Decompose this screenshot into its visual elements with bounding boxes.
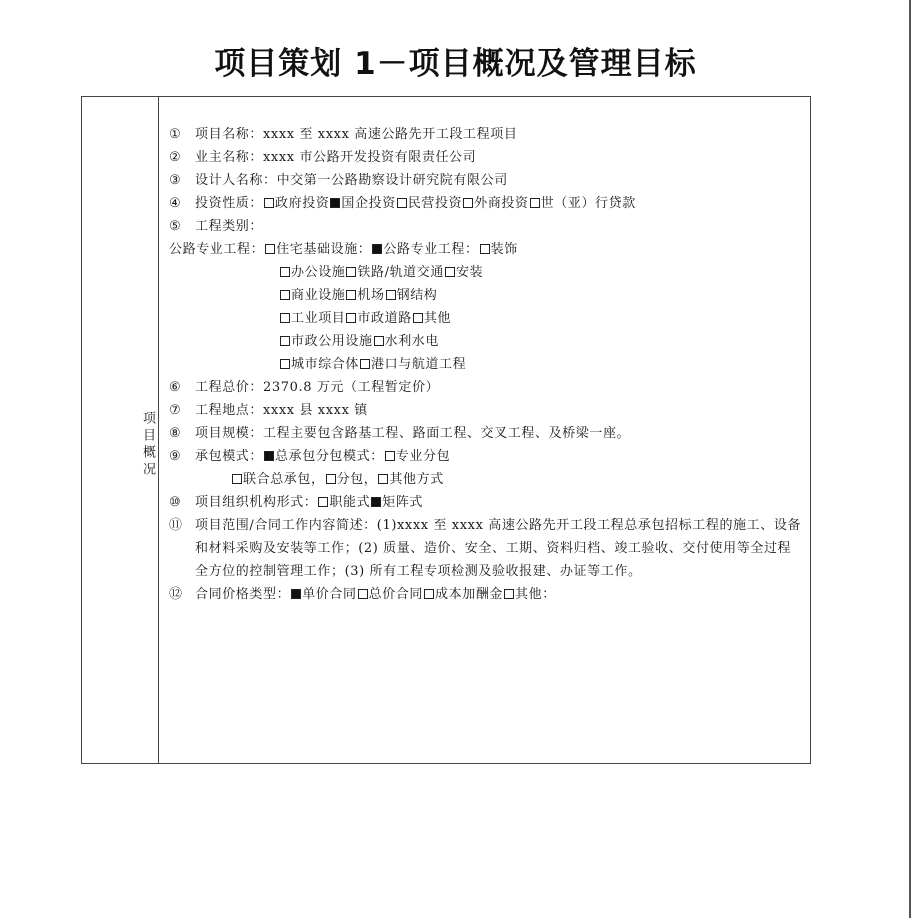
checkbox-unchecked[interactable] (318, 497, 328, 507)
checkbox-unchecked[interactable] (385, 451, 395, 461)
checkbox-checked[interactable] (291, 589, 301, 599)
option-label: 机场 (357, 288, 385, 303)
checkbox-unchecked[interactable] (480, 244, 490, 254)
item-number: ③ (169, 173, 182, 188)
option-label: 世（亚）行贷款 (540, 196, 636, 211)
option-label: 外商投资 (474, 196, 529, 211)
option-label: 分包， (336, 472, 378, 487)
option-label: 国企投资 (341, 196, 396, 211)
checkbox-unchecked[interactable] (346, 267, 356, 277)
checkbox-unchecked[interactable] (463, 198, 473, 208)
item-project-scale (169, 422, 804, 445)
option-label: 市政公用设施 (291, 334, 373, 349)
section-label: 项目概况 (140, 411, 155, 479)
option-label: 商业设施 (291, 288, 346, 303)
checkbox-unchecked[interactable] (326, 474, 336, 484)
item-text: 业主名称：xxxx 市公路开发投资有限责任公司 (195, 150, 477, 165)
checkbox-unchecked[interactable] (530, 198, 540, 208)
checkbox-unchecked[interactable] (265, 244, 275, 254)
checkbox-unchecked[interactable] (280, 359, 290, 369)
option-label: 住宅基础设施： (276, 242, 372, 257)
item-contract-mode (169, 445, 804, 468)
item-number: ④ (169, 196, 182, 211)
checkbox-unchecked[interactable] (504, 589, 514, 599)
option-label: 钢结构 (396, 288, 438, 303)
highway-row-5 (169, 330, 804, 353)
highway-row-4 (169, 307, 804, 330)
item-project-name (169, 123, 804, 146)
highway-row-2 (169, 261, 804, 284)
item-number: ① (169, 127, 182, 142)
checkbox-unchecked[interactable] (445, 267, 455, 277)
item-label: 合同价格类型： (195, 587, 291, 602)
item-text: 工程类别： (195, 219, 264, 234)
option-label: 矩阵式 (382, 495, 424, 510)
highway-label: 公路专业工程： (169, 242, 265, 257)
option-label: 工业项目 (291, 311, 346, 326)
option-label: 安装 (456, 265, 484, 280)
item-total-price (169, 376, 804, 399)
option-label: 装饰 (490, 242, 518, 257)
document-title: 项目策划 1－项目概况及管理目标 (214, 46, 697, 82)
checkbox-checked[interactable] (330, 198, 340, 208)
option-label: 联合总承包， (243, 472, 325, 487)
item-number: ⑥ (169, 380, 182, 395)
option-label: 铁路/轨道交通 (357, 265, 444, 280)
option-label: 城市综合体 (291, 357, 360, 372)
item-text: 项目名称：xxxx 至 xxxx 高速公路先开工段工程项目 (195, 127, 518, 142)
checkbox-unchecked[interactable] (280, 267, 290, 277)
highway-row-3 (169, 284, 804, 307)
checkbox-unchecked[interactable] (280, 336, 290, 346)
checkbox-unchecked[interactable] (378, 474, 388, 484)
item-label: 承包模式： (195, 449, 264, 464)
option-label: 市政道路 (357, 311, 412, 326)
option-label: 职能式 (329, 495, 371, 510)
item-label: 项目组织机构形式： (195, 495, 318, 510)
option-label: 其他： (515, 587, 556, 602)
checkbox-unchecked[interactable] (413, 313, 423, 323)
item-number: ② (169, 150, 182, 165)
checkbox-checked[interactable] (371, 497, 381, 507)
item-text: 项目范围/合同工作内容简述：(1)xxxx 至 xxxx 高速公路先开工段工程总承包招标工程的施工、设备和材料采购及安装等工作；(2) 质量、造价、安全、工期、资料归档、竣工验收、交付使用等全过程全方位的控制管理工作；(3) 所有工程专项检测及验收报建、办证等工作。 (195, 518, 802, 579)
option-label: 成本加酬金 (435, 587, 504, 602)
project-overview-table (81, 96, 811, 764)
item-location (169, 399, 804, 422)
item-text: 设计人名称：中交第一公路勘察设计研究院有限公司 (195, 173, 508, 188)
checkbox-unchecked[interactable] (424, 589, 434, 599)
item-number: ⑧ (169, 426, 182, 441)
item-price-type (169, 583, 804, 606)
option-label: 民营投资 (407, 196, 463, 211)
item-text: 工程总价：2370.8 万元（工程暂定价） (195, 380, 440, 395)
item-engineering-category (169, 215, 804, 238)
contract-mode-row-2 (169, 468, 804, 491)
option-label: 专业分包 (395, 449, 451, 464)
item-number: ⑫ (169, 587, 183, 602)
item-org-form (169, 491, 804, 514)
checkbox-unchecked[interactable] (386, 290, 396, 300)
item-number: ⑨ (169, 449, 182, 464)
item-number: ⑩ (169, 495, 182, 510)
checkbox-unchecked[interactable] (374, 336, 384, 346)
item-number: ⑦ (169, 403, 182, 418)
checkbox-unchecked[interactable] (397, 198, 407, 208)
option-label: 水利水电 (384, 334, 440, 349)
item-owner-name (169, 146, 804, 169)
checkbox-unchecked[interactable] (346, 290, 356, 300)
checkbox-unchecked[interactable] (232, 474, 242, 484)
item-text: 工程地点：xxxx 县 xxxx 镇 (195, 403, 368, 418)
option-label: 公路专业工程： (383, 242, 479, 257)
checkbox-unchecked[interactable] (280, 290, 290, 300)
checkbox-unchecked[interactable] (264, 198, 274, 208)
item-investment-nature (169, 192, 804, 215)
checkbox-unchecked[interactable] (360, 359, 370, 369)
checkbox-unchecked[interactable] (280, 313, 290, 323)
option-label: 政府投资 (275, 196, 330, 211)
checkbox-unchecked[interactable] (358, 589, 368, 599)
option-label: 其他方式 (389, 472, 444, 487)
item-number: ⑤ (169, 219, 182, 234)
checkbox-checked[interactable] (264, 451, 274, 461)
section-label-cell (82, 97, 159, 763)
checkbox-unchecked[interactable] (346, 313, 356, 323)
item-designer-name (169, 169, 804, 192)
overview-content (160, 97, 810, 763)
option-label: 总承包分包模式： (275, 449, 384, 464)
option-label: 办公设施 (291, 265, 346, 280)
option-label: 港口与航道工程 (371, 357, 467, 372)
item-text: 项目规模：工程主要包含路基工程、路面工程、交叉工程、及桥梁一座。 (195, 426, 631, 441)
highway-row-1 (169, 238, 804, 261)
highway-row-6 (169, 353, 804, 376)
item-project-scope (169, 514, 804, 583)
option-label: 单价合同 (302, 587, 357, 602)
option-label: 其他 (423, 311, 452, 326)
option-label: 总价合同 (368, 587, 424, 602)
item-label: 投资性质： (195, 196, 264, 211)
checkbox-checked[interactable] (372, 244, 382, 254)
item-number: ⑪ (169, 518, 183, 533)
